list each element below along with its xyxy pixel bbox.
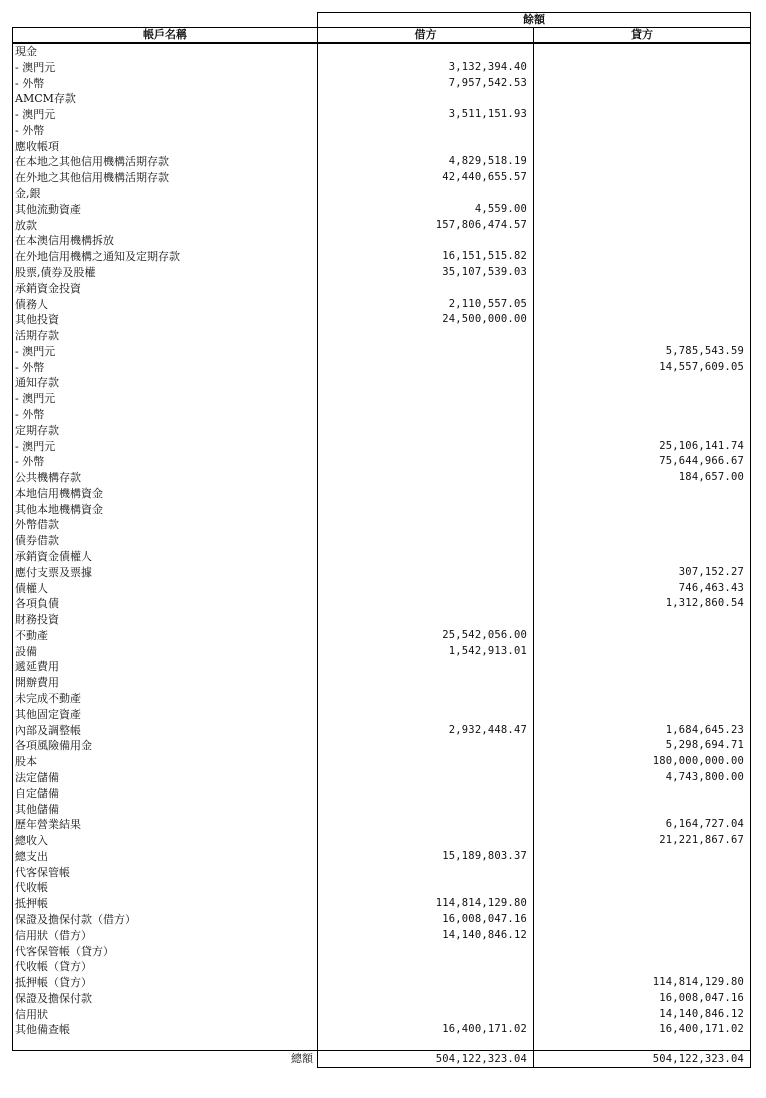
account-name-cell: 設備 <box>13 644 318 660</box>
table-row <box>13 170 751 186</box>
total-debit: 504,122,323.04 <box>318 1051 534 1068</box>
table-row <box>13 517 751 533</box>
account-name-cell: AMCM存款 <box>13 91 318 107</box>
table-row <box>13 60 751 76</box>
credit-cell: 746,463.43 <box>534 581 751 597</box>
table-row <box>13 375 751 391</box>
total-row <box>13 1051 751 1068</box>
credit-cell <box>534 502 751 518</box>
account-name-cell: - 外幣 <box>13 76 318 92</box>
credit-cell: 21,221,867.67 <box>534 833 751 849</box>
account-name-cell: 信用狀（借方） <box>13 928 318 944</box>
table-row <box>13 281 751 297</box>
debit-cell <box>318 1007 534 1023</box>
credit-cell <box>534 139 751 155</box>
account-name-cell: 應付支票及票據 <box>13 565 318 581</box>
table-row <box>13 659 751 675</box>
table-row <box>13 991 751 1007</box>
table-row <box>13 959 751 975</box>
table-row <box>13 644 751 660</box>
credit-cell: 1,312,860.54 <box>534 596 751 612</box>
credit-cell <box>534 644 751 660</box>
debit-cell <box>318 91 534 107</box>
credit-cell: 1,684,645.23 <box>534 723 751 739</box>
ledger-body <box>13 43 751 1051</box>
account-name-cell: 代客保管帳（貸方） <box>13 944 318 960</box>
credit-cell <box>534 328 751 344</box>
account-name-cell: 財務投資 <box>13 612 318 628</box>
table-row <box>13 312 751 328</box>
debit-cell <box>318 517 534 533</box>
credit-cell: 5,785,543.59 <box>534 344 751 360</box>
debit-cell: 2,932,448.47 <box>318 723 534 739</box>
account-name-cell: 內部及調整帳 <box>13 723 318 739</box>
debit-cell: 4,829,518.19 <box>318 154 534 170</box>
table-row <box>13 439 751 455</box>
table-row <box>13 423 751 439</box>
debit-cell: 1,542,913.01 <box>318 644 534 660</box>
debit-cell <box>318 439 534 455</box>
table-row <box>13 675 751 691</box>
account-name-cell: 法定儲備 <box>13 770 318 786</box>
account-name-cell: - 澳門元 <box>13 107 318 123</box>
credit-cell: 6,164,727.04 <box>534 817 751 833</box>
account-name-cell: 承銷資金投資 <box>13 281 318 297</box>
table-row <box>13 186 751 202</box>
credit-cell <box>534 691 751 707</box>
credit-cell <box>534 60 751 76</box>
account-name-cell: 通知存款 <box>13 375 318 391</box>
debit-cell: 3,132,394.40 <box>318 60 534 76</box>
debit-cell <box>318 770 534 786</box>
debit-cell: 16,400,171.02 <box>318 1022 534 1038</box>
table-row <box>13 833 751 849</box>
credit-cell <box>534 107 751 123</box>
credit-cell: 307,152.27 <box>534 565 751 581</box>
account-name-cell: 在外地之其他信用機構活期存款 <box>13 170 318 186</box>
credit-cell <box>534 912 751 928</box>
debit-cell <box>318 391 534 407</box>
credit-cell: 5,298,694.71 <box>534 738 751 754</box>
table-row <box>13 738 751 754</box>
account-name-cell: 放款 <box>13 218 318 234</box>
account-name-cell: - 澳門元 <box>13 344 318 360</box>
account-name-cell: 應收帳項 <box>13 139 318 155</box>
debit-cell <box>318 880 534 896</box>
debit-cell <box>318 470 534 486</box>
table-row <box>13 360 751 376</box>
credit-cell <box>534 43 751 60</box>
debit-cell: 42,440,655.57 <box>318 170 534 186</box>
debit-cell <box>318 281 534 297</box>
account-name-cell: - 外幣 <box>13 123 318 139</box>
debit-cell <box>318 486 534 502</box>
table-row <box>13 533 751 549</box>
credit-cell <box>534 659 751 675</box>
spacer-cell <box>534 1038 751 1051</box>
credit-cell <box>534 880 751 896</box>
account-name-cell: 本地信用機構資金 <box>13 486 318 502</box>
ledger-table <box>12 12 751 1068</box>
table-row <box>13 880 751 896</box>
account-name-cell: 未完成不動產 <box>13 691 318 707</box>
debit-cell <box>318 691 534 707</box>
account-name-cell: 現金 <box>13 43 318 60</box>
debit-cell <box>318 186 534 202</box>
table-row <box>13 91 751 107</box>
table-row <box>13 202 751 218</box>
table-row <box>13 233 751 249</box>
debit-cell <box>318 375 534 391</box>
debit-cell: 16,008,047.16 <box>318 912 534 928</box>
account-name-cell: 開辦費用 <box>13 675 318 691</box>
credit-cell <box>534 375 751 391</box>
balance-sheet <box>12 12 750 1088</box>
debit-cell <box>318 328 534 344</box>
account-name-cell: - 外幣 <box>13 454 318 470</box>
account-name-cell: 活期存款 <box>13 328 318 344</box>
table-row <box>13 691 751 707</box>
account-name-cell: 債券借款 <box>13 533 318 549</box>
account-name-cell: 外幣借款 <box>13 517 318 533</box>
account-name-cell: 債權人 <box>13 581 318 597</box>
debit-cell: 35,107,539.03 <box>318 265 534 281</box>
debit-cell: 15,189,803.37 <box>318 849 534 865</box>
credit-cell <box>534 517 751 533</box>
credit-cell <box>534 233 751 249</box>
debit-cell <box>318 802 534 818</box>
table-row <box>13 265 751 281</box>
debit-cell: 14,140,846.12 <box>318 928 534 944</box>
debit-cell <box>318 423 534 439</box>
table-row <box>13 817 751 833</box>
account-name-cell: - 澳門元 <box>13 391 318 407</box>
header-row-top <box>13 13 751 28</box>
account-name-cell: 股本 <box>13 754 318 770</box>
table-row <box>13 407 751 423</box>
table-row <box>13 76 751 92</box>
credit-cell <box>534 928 751 944</box>
table-row <box>13 218 751 234</box>
credit-cell <box>534 76 751 92</box>
table-row <box>13 912 751 928</box>
debit-cell <box>318 786 534 802</box>
table-row <box>13 1022 751 1038</box>
account-name-cell: 代收帳 <box>13 880 318 896</box>
table-row <box>13 596 751 612</box>
account-name-cell: 保證及擔保付款（借方） <box>13 912 318 928</box>
credit-cell <box>534 707 751 723</box>
account-name-cell: 不動產 <box>13 628 318 644</box>
debit-cell <box>318 991 534 1007</box>
debit-cell <box>318 407 534 423</box>
account-name-cell: 金,銀 <box>13 186 318 202</box>
table-row <box>13 454 751 470</box>
account-name-cell: 債務人 <box>13 297 318 313</box>
table-row <box>13 628 751 644</box>
debit-cell <box>318 344 534 360</box>
debit-cell: 25,542,056.00 <box>318 628 534 644</box>
debit-cell: 7,957,542.53 <box>318 76 534 92</box>
account-name-cell: 抵押帳 <box>13 896 318 912</box>
credit-cell <box>534 533 751 549</box>
header-blank <box>13 13 318 28</box>
debit-cell: 157,806,474.57 <box>318 218 534 234</box>
table-row <box>13 707 751 723</box>
spacer-cell <box>13 1038 318 1051</box>
account-name-cell: 承銷資金債權人 <box>13 549 318 565</box>
credit-cell <box>534 944 751 960</box>
credit-cell <box>534 896 751 912</box>
debit-cell <box>318 612 534 628</box>
credit-cell <box>534 849 751 865</box>
credit-cell <box>534 486 751 502</box>
account-name-cell: 其他備查帳 <box>13 1022 318 1038</box>
table-row <box>13 249 751 265</box>
credit-cell <box>534 186 751 202</box>
credit-cell <box>534 391 751 407</box>
account-name-cell: 股票,債券及股權 <box>13 265 318 281</box>
table-spacer-row <box>13 1038 751 1051</box>
credit-cell <box>534 91 751 107</box>
credit-cell <box>534 802 751 818</box>
debit-cell <box>318 975 534 991</box>
credit-cell <box>534 628 751 644</box>
table-row <box>13 975 751 991</box>
account-name-cell: 保證及擔保付款 <box>13 991 318 1007</box>
table-row <box>13 502 751 518</box>
credit-cell: 25,106,141.74 <box>534 439 751 455</box>
table-row <box>13 565 751 581</box>
credit-cell: 14,557,609.05 <box>534 360 751 376</box>
account-name-cell: 在外地信用機構之通知及定期存款 <box>13 249 318 265</box>
table-row <box>13 770 751 786</box>
debit-cell <box>318 549 534 565</box>
table-row <box>13 549 751 565</box>
account-name-cell: 抵押帳（貸方） <box>13 975 318 991</box>
debit-cell <box>318 454 534 470</box>
account-name-cell: 其他固定資產 <box>13 707 318 723</box>
debit-cell <box>318 817 534 833</box>
debit-cell <box>318 360 534 376</box>
table-row <box>13 123 751 139</box>
debit-cell <box>318 533 534 549</box>
credit-cell: 14,140,846.12 <box>534 1007 751 1023</box>
table-row <box>13 1007 751 1023</box>
table-row <box>13 344 751 360</box>
table-row <box>13 802 751 818</box>
debit-cell: 24,500,000.00 <box>318 312 534 328</box>
credit-cell: 75,644,966.67 <box>534 454 751 470</box>
credit-header: 貸方 <box>534 28 751 44</box>
account-name-cell: - 澳門元 <box>13 60 318 76</box>
credit-cell: 4,743,800.00 <box>534 770 751 786</box>
account-name-cell: 其他儲備 <box>13 802 318 818</box>
table-row <box>13 865 751 881</box>
table-row <box>13 107 751 123</box>
account-name-cell: 其他流動資產 <box>13 202 318 218</box>
debit-cell <box>318 502 534 518</box>
debit-cell <box>318 707 534 723</box>
credit-cell <box>534 297 751 313</box>
header-row-bottom <box>13 28 751 44</box>
credit-cell <box>534 612 751 628</box>
credit-cell <box>534 312 751 328</box>
credit-cell <box>534 123 751 139</box>
debit-cell <box>318 565 534 581</box>
account-name-cell: 信用狀 <box>13 1007 318 1023</box>
account-name-cell: 公共機構存款 <box>13 470 318 486</box>
account-name-cell: 遞延費用 <box>13 659 318 675</box>
credit-cell: 180,000,000.00 <box>534 754 751 770</box>
table-row <box>13 928 751 944</box>
debit-cell <box>318 738 534 754</box>
table-row <box>13 43 751 60</box>
table-row <box>13 849 751 865</box>
table-row <box>13 486 751 502</box>
table-row <box>13 391 751 407</box>
total-label: 總額 <box>291 1052 313 1066</box>
credit-cell <box>534 265 751 281</box>
credit-cell <box>534 218 751 234</box>
account-name-cell: 歷年營業結果 <box>13 817 318 833</box>
account-name-cell: 各項負債 <box>13 596 318 612</box>
credit-cell <box>534 959 751 975</box>
table-row <box>13 754 751 770</box>
account-name-cell: - 澳門元 <box>13 439 318 455</box>
account-name-cell: 代客保管帳 <box>13 865 318 881</box>
debit-cell: 3,511,151.93 <box>318 107 534 123</box>
account-name-cell: 在本地之其他信用機構活期存款 <box>13 154 318 170</box>
debit-cell <box>318 581 534 597</box>
credit-cell <box>534 249 751 265</box>
table-row <box>13 896 751 912</box>
account-name-cell: 總收入 <box>13 833 318 849</box>
balance-header: 餘額 <box>318 13 751 28</box>
credit-cell <box>534 675 751 691</box>
debit-cell <box>318 139 534 155</box>
account-name-cell: 定期存款 <box>13 423 318 439</box>
spacer-cell <box>318 1038 534 1051</box>
credit-cell <box>534 865 751 881</box>
credit-cell <box>534 423 751 439</box>
table-row <box>13 612 751 628</box>
table-row <box>13 139 751 155</box>
debit-cell <box>318 833 534 849</box>
table-row <box>13 581 751 597</box>
account-name-cell: 總支出 <box>13 849 318 865</box>
credit-cell: 16,400,171.02 <box>534 1022 751 1038</box>
credit-cell <box>534 202 751 218</box>
account-name-header: 帳戶名稱 <box>13 28 318 44</box>
credit-cell <box>534 170 751 186</box>
credit-cell <box>534 407 751 423</box>
debit-cell: 2,110,557.05 <box>318 297 534 313</box>
debit-cell <box>318 596 534 612</box>
debit-cell <box>318 675 534 691</box>
debit-cell: 4,559.00 <box>318 202 534 218</box>
account-name-cell: 代收帳（貸方） <box>13 959 318 975</box>
credit-cell <box>534 281 751 297</box>
table-row <box>13 154 751 170</box>
table-row <box>13 786 751 802</box>
debit-cell <box>318 944 534 960</box>
debit-cell <box>318 959 534 975</box>
debit-cell <box>318 754 534 770</box>
table-row <box>13 944 751 960</box>
credit-cell: 114,814,129.80 <box>534 975 751 991</box>
account-name-cell: 自定儲備 <box>13 786 318 802</box>
total-credit: 504,122,323.04 <box>534 1051 751 1068</box>
account-name-cell: 各項風險備用金 <box>13 738 318 754</box>
debit-cell <box>318 233 534 249</box>
credit-cell <box>534 154 751 170</box>
account-name-cell: - 外幣 <box>13 407 318 423</box>
debit-header: 借方 <box>318 28 534 44</box>
debit-cell: 16,151,515.82 <box>318 249 534 265</box>
account-name-cell: 其他本地機構資金 <box>13 502 318 518</box>
account-name-cell: 在本澳信用機構拆放 <box>13 233 318 249</box>
table-row <box>13 328 751 344</box>
table-row <box>13 723 751 739</box>
credit-cell <box>534 549 751 565</box>
debit-cell <box>318 43 534 60</box>
account-name-cell: 其他投資 <box>13 312 318 328</box>
debit-cell <box>318 659 534 675</box>
credit-cell <box>534 786 751 802</box>
debit-cell <box>318 865 534 881</box>
table-row <box>13 297 751 313</box>
debit-cell: 114,814,129.80 <box>318 896 534 912</box>
credit-cell: 184,657.00 <box>534 470 751 486</box>
table-row <box>13 470 751 486</box>
debit-cell <box>318 123 534 139</box>
account-name-cell: - 外幣 <box>13 360 318 376</box>
credit-cell: 16,008,047.16 <box>534 991 751 1007</box>
